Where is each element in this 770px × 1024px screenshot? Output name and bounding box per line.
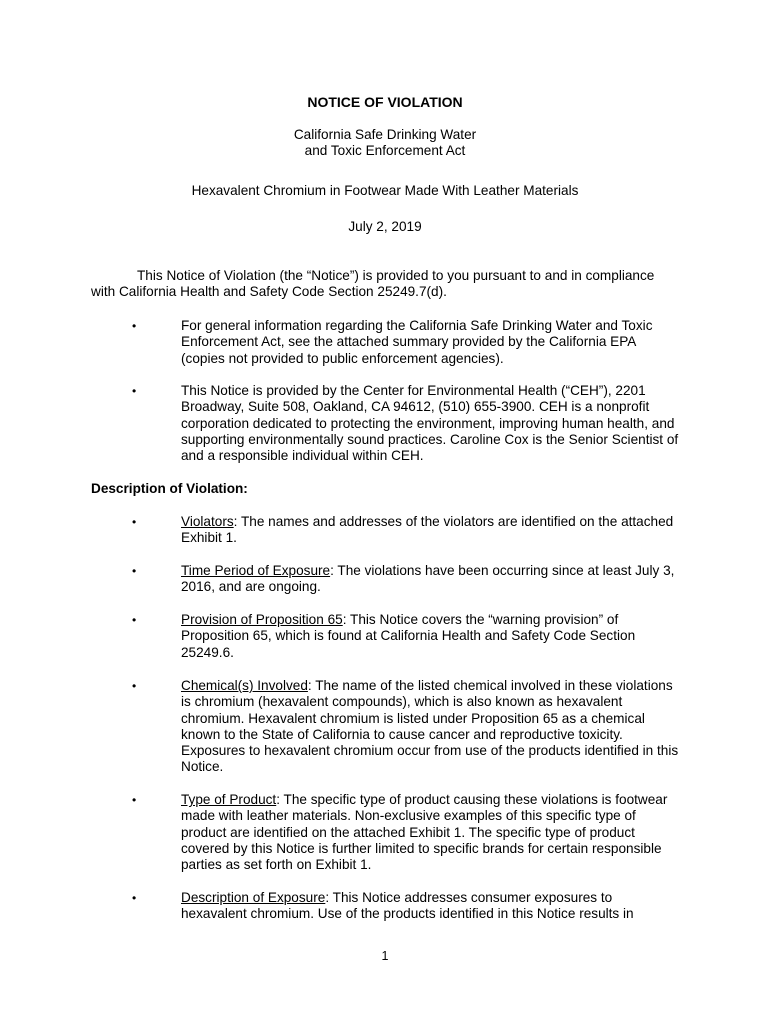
intro-paragraph: This Notice of Violation (the “Notice”) is provided to you pursuant to and in compliance with California Health and Safety Code Section 25249.7(d). (91, 268, 655, 300)
violation-item-body: : The name of the listed chemical involved in these violations is chromium (hexavalent compounds), which is also known as hexavalent chromium. Hexavalent chromium is listed under Proposition 65 as a chemical known to the State of California to cause cancer and reproductive toxicity. Exposures to hexavalent chromium occur from use of the products identified in this Notice. (181, 678, 679, 775)
document-subject: Hexavalent Chromium in Footwear Made With Leather Materials (191, 183, 579, 198)
violation-item-label: Chemical(s) Involved (181, 678, 308, 693)
bullet-icon: • (132, 564, 137, 578)
violation-item-text (181, 612, 679, 661)
subtitle-line-1: California Safe Drinking Water (293, 127, 477, 142)
violation-item-text (181, 890, 679, 923)
bullet-icon: • (132, 891, 137, 905)
violation-item-label: Violators (181, 514, 234, 529)
bullet-icon: • (132, 384, 137, 398)
page-number: 1 (381, 949, 389, 963)
violation-item-text (181, 678, 679, 776)
violation-item-label: Time Period of Exposure (181, 563, 331, 578)
violation-item-text (181, 514, 679, 547)
section-heading: Description of Violation: (91, 481, 248, 496)
bullet-icon: • (132, 319, 137, 333)
violation-item-text (181, 792, 679, 873)
bullet-icon: • (132, 793, 137, 807)
violation-item-label: Description of Exposure (181, 890, 326, 905)
violation-item-body: : This Notice covers the “warning provision” of Proposition 65, which is found at California Health and Safety Code Section 25249.6. (181, 612, 636, 660)
document-title: NOTICE OF VIOLATION (307, 94, 463, 110)
violation-item-label: Type of Product (181, 792, 277, 807)
bullet-icon: • (132, 613, 137, 627)
subtitle-line-2: and Toxic Enforcement Act (304, 143, 466, 159)
violation-item-body: : The names and addresses of the violators are identified on the attached Exhibit 1. (181, 514, 674, 546)
violation-item-text (181, 563, 679, 596)
violation-item-body: : The specific type of product causing these violations is footwear made with leather materials. Non-exclusive examples of this specific type of product are identified on the attached Exhibit 1. The specific type of product covered by this Notice is further limited to specific brands for certain responsible parties as set forth on Exhibit 1. (181, 792, 668, 873)
bullet-icon: • (132, 679, 137, 693)
document-subtitle (0, 127, 770, 160)
document-date: July 2, 2019 (348, 219, 422, 234)
violation-item-body: : This Notice addresses consumer exposures to hexavalent chromium. Use of the products identified in this Notice results in (181, 890, 634, 922)
intro-bullet-text: This Notice is provided by the Center for Environmental Health (“CEH”), 2201 Broadway, Suite 508, Oakland, CA 94612, (510) 655-3900. CEH is a nonprofit corporation dedicated to protecting the environment, improving human health, and supporting environmentally sound practices. Caroline Cox is the Senior Scientist of and a responsible individual within CEH. (181, 383, 679, 464)
violation-item-label: Provision of Proposition 65 (181, 612, 343, 627)
intro-bullet-text: For general information regarding the California Safe Drinking Water and Toxic Enforcement Act, see the attached summary provided by the California EPA (copies not provided to public enforcement agencies). (181, 318, 653, 366)
bullet-icon: • (132, 515, 137, 529)
violation-item-body: : The violations have been occurring since at least July 3, 2016, and are ongoing. (181, 563, 675, 595)
